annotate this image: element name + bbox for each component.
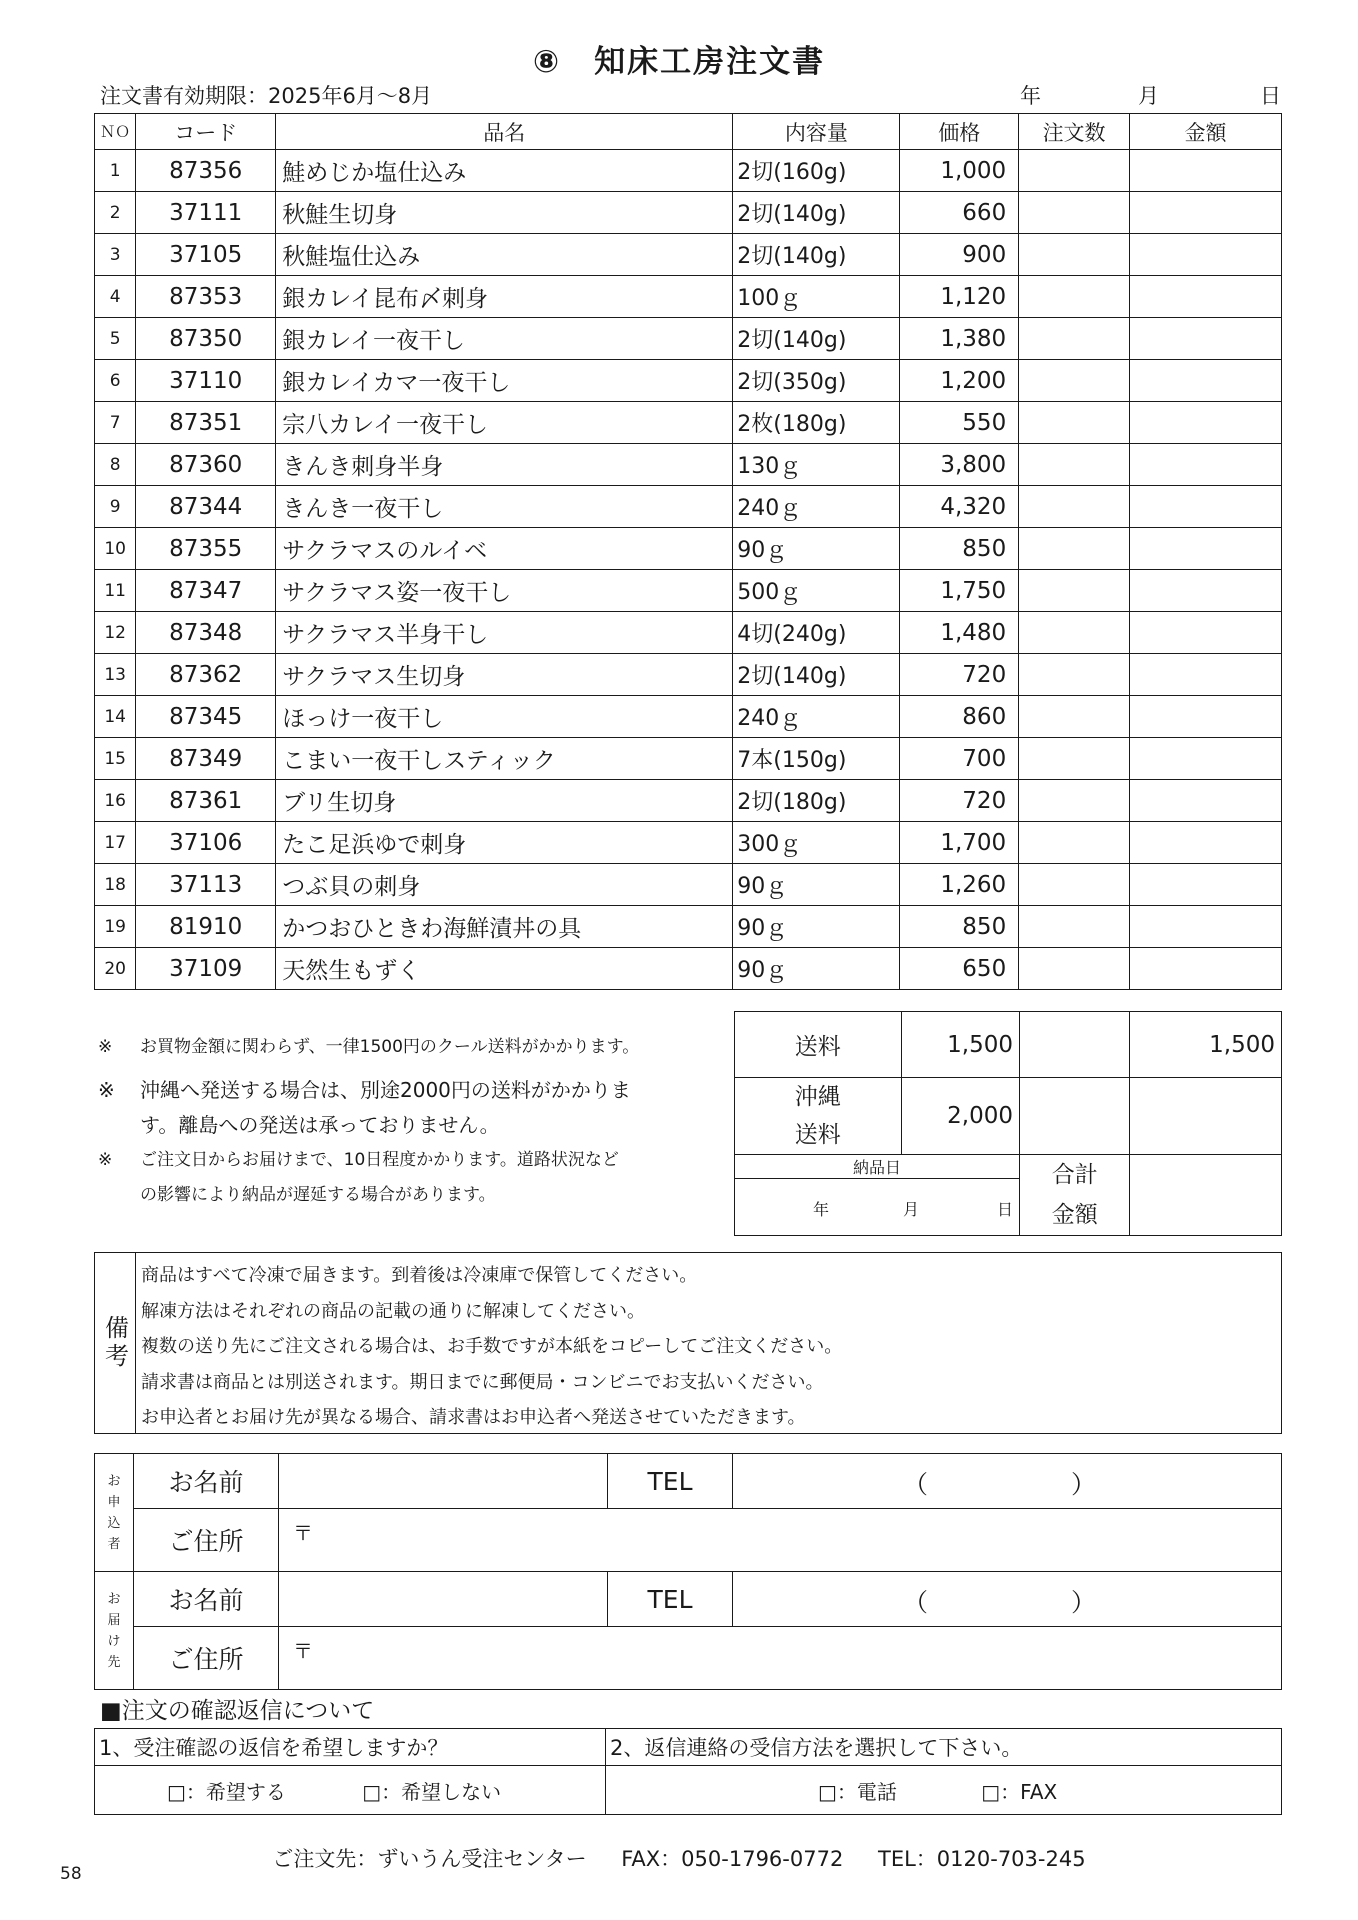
row-no: 7 [95, 402, 136, 444]
row-price: 1,120 [900, 276, 1019, 318]
row-code: 87349 [136, 738, 276, 780]
row-price: 1,380 [900, 318, 1019, 360]
row-volume: 300ｇ [733, 822, 900, 864]
row-no: 5 [95, 318, 136, 360]
confirm-question-2: 2、返信連絡の受信方法を選択して下さい。 [606, 1729, 1282, 1766]
row-amount-cell[interactable] [1129, 318, 1281, 360]
row-price: 1,200 [900, 360, 1019, 402]
applicant-label-char: お [107, 1473, 121, 1489]
row-volume: 2切(140g) [733, 318, 900, 360]
applicant-section-label [95, 1454, 134, 1572]
row-qty-cell[interactable] [1019, 444, 1130, 486]
checkbox-fax[interactable]: □：FAX [981, 1779, 1058, 1804]
row-qty-cell[interactable] [1019, 528, 1130, 570]
row-volume: 2切(140g) [733, 192, 900, 234]
confirm-options-2 [606, 1766, 1282, 1815]
row-qty-cell[interactable] [1019, 192, 1130, 234]
row-qty-cell[interactable] [1019, 864, 1130, 906]
row-name: かつおひときわ海鮮漬丼の具 [276, 906, 733, 948]
row-qty-cell[interactable] [1019, 570, 1130, 612]
row-name: 秋鮭塩仕込み [276, 234, 733, 276]
confirm-heading: ■注文の確認返信について [100, 1698, 375, 1724]
row-volume: 2切(140g) [733, 234, 900, 276]
row-price: 850 [900, 906, 1019, 948]
note-text: の影響により納品が遅延する場合があります。 [140, 1185, 496, 1205]
note-text: す。離島への発送は承っておりません。 [140, 1113, 500, 1137]
table-row [95, 528, 1282, 570]
order-date-year: 年 [1020, 84, 1041, 108]
applicant-name-label: お名前 [134, 1454, 279, 1509]
row-code: 87345 [136, 696, 276, 738]
row-code: 87351 [136, 402, 276, 444]
order-items-table [94, 113, 1282, 990]
remarks-line: 複数の送り先にご注文される場合は、お手数ですが本紙をコピーしてご注文ください。 [141, 1336, 843, 1357]
row-name: サクラマス姿一夜干し [276, 570, 733, 612]
row-volume: 240ｇ [733, 696, 900, 738]
row-code: 87361 [136, 780, 276, 822]
row-price: 860 [900, 696, 1019, 738]
recipient-name-row [95, 1572, 1282, 1627]
row-name: ブリ生切身 [276, 780, 733, 822]
note-text: 沖縄へ発送する場合は、別途2000円の送料がかかりま [140, 1078, 631, 1102]
row-volume: 2切(350g) [733, 360, 900, 402]
customer-table [94, 1453, 1282, 1690]
row-volume: 7本(150g) [733, 738, 900, 780]
row-name: きんき刺身半身 [276, 444, 733, 486]
table-row [95, 234, 1282, 276]
shipping-row [735, 1012, 1282, 1078]
header-amount: 金額 [1129, 114, 1281, 150]
table-row [95, 150, 1282, 192]
table-row [95, 360, 1282, 402]
row-volume: 100ｇ [733, 276, 900, 318]
checkbox-phone[interactable]: □：電話 [818, 1779, 897, 1804]
recipient-label-char: け [107, 1633, 121, 1649]
remarks-label: 備考 [95, 1253, 136, 1433]
row-no: 8 [95, 444, 136, 486]
header-code: コード [136, 114, 276, 150]
table-row [95, 696, 1282, 738]
order-date-day: 日 [1260, 84, 1281, 108]
table-row [95, 192, 1282, 234]
row-qty-cell[interactable] [1019, 402, 1130, 444]
row-name: つぶ貝の刺身 [276, 864, 733, 906]
row-qty-cell[interactable] [1019, 780, 1130, 822]
row-qty-cell[interactable] [1019, 822, 1130, 864]
row-no: 19 [95, 906, 136, 948]
row-volume: 240ｇ [733, 486, 900, 528]
row-code: 37106 [136, 822, 276, 864]
order-center: ご注文先：ずいうん受注センター [272, 1847, 587, 1871]
row-code: 87347 [136, 570, 276, 612]
applicant-name-row [95, 1454, 1282, 1509]
row-name: ほっけ一夜干し [276, 696, 733, 738]
row-name: 銀カレイ昆布〆刺身 [276, 276, 733, 318]
row-price: 4,320 [900, 486, 1019, 528]
row-code: 87356 [136, 150, 276, 192]
row-name: サクラマス半身干し [276, 612, 733, 654]
row-volume: 2切(180g) [733, 780, 900, 822]
row-no: 15 [95, 738, 136, 780]
okinawa-label-line: 送料 [794, 1122, 841, 1148]
remarks-line: 商品はすべて冷凍で届きます。到着後は冷凍庫で保管してください。 [141, 1265, 698, 1286]
table-row [95, 612, 1282, 654]
delivery-year: 年 [813, 1200, 830, 1219]
row-code: 81910 [136, 906, 276, 948]
row-name: 銀カレイ一夜干し [276, 318, 733, 360]
table-row [95, 822, 1282, 864]
recipient-label-char: お [107, 1591, 121, 1607]
row-code: 37113 [136, 864, 276, 906]
row-name: 秋鮭生切身 [276, 192, 733, 234]
row-qty-cell[interactable] [1019, 654, 1130, 696]
applicant-tel-label: TEL [608, 1454, 733, 1509]
row-code: 37105 [136, 234, 276, 276]
shipping-notes [98, 1030, 728, 1213]
okinawa-label-line: 沖縄 [794, 1084, 841, 1110]
applicant-address-label: ご住所 [134, 1509, 279, 1572]
row-qty-cell[interactable] [1019, 612, 1130, 654]
postal-mark: 〒 [293, 1521, 313, 1545]
row-no: 2 [95, 192, 136, 234]
row-volume: 90ｇ [733, 528, 900, 570]
table-row [95, 780, 1282, 822]
order-date-month: 月 [1138, 84, 1159, 108]
row-code: 87344 [136, 486, 276, 528]
row-name: 天然生もずく [276, 948, 733, 990]
row-name: 宗八カレイ一夜干し [276, 402, 733, 444]
row-amount-cell[interactable] [1129, 948, 1281, 990]
header-name: 品名 [276, 114, 733, 150]
confirm-options-1 [95, 1766, 606, 1815]
row-code: 87355 [136, 528, 276, 570]
row-qty-cell[interactable] [1019, 234, 1130, 276]
row-volume: 90ｇ [733, 864, 900, 906]
row-amount-cell[interactable] [1129, 864, 1281, 906]
remarks-line: お申込者とお届け先が異なる場合、請求書はお申込者へ発送させていただきます。 [141, 1407, 806, 1428]
row-volume: 2切(140g) [733, 654, 900, 696]
remarks-box [94, 1252, 1282, 1434]
row-amount-cell[interactable] [1129, 738, 1281, 780]
row-price: 1,000 [900, 150, 1019, 192]
row-volume: 500ｇ [733, 570, 900, 612]
row-qty-cell[interactable] [1019, 738, 1130, 780]
row-price: 1,750 [900, 570, 1019, 612]
row-no: 6 [95, 360, 136, 402]
row-amount-cell[interactable] [1129, 570, 1281, 612]
row-no: 16 [95, 780, 136, 822]
table-row [95, 318, 1282, 360]
row-volume: 130ｇ [733, 444, 900, 486]
row-no: 3 [95, 234, 136, 276]
row-amount-cell[interactable] [1129, 612, 1281, 654]
row-amount-cell[interactable] [1129, 486, 1281, 528]
row-price: 720 [900, 780, 1019, 822]
row-code: 37111 [136, 192, 276, 234]
delivery-month: 月 [903, 1200, 920, 1219]
checkbox-want-reply[interactable]: □：希望する [167, 1779, 286, 1804]
row-volume: 90ｇ [733, 948, 900, 990]
row-price: 650 [900, 948, 1019, 990]
note-text: ご注文日からお届けまで、10日程度かかります。道路状況など [140, 1150, 619, 1170]
table-row [95, 864, 1282, 906]
row-volume: 2枚(180g) [733, 402, 900, 444]
table-row [95, 402, 1282, 444]
row-amount-cell[interactable] [1129, 234, 1281, 276]
row-qty-cell[interactable] [1019, 360, 1130, 402]
row-no: 10 [95, 528, 136, 570]
row-price: 660 [900, 192, 1019, 234]
header-qty: 注文数 [1019, 114, 1130, 150]
remarks-line: 解凍方法はそれぞれの商品の記載の通りに解凍してください。 [141, 1300, 645, 1322]
row-no: 17 [95, 822, 136, 864]
recipient-tel-field[interactable] [733, 1572, 1282, 1627]
row-price: 720 [900, 654, 1019, 696]
row-amount-cell[interactable] [1129, 444, 1281, 486]
row-qty-cell[interactable] [1019, 906, 1130, 948]
okinawa-row [735, 1078, 1282, 1155]
row-code: 87360 [136, 444, 276, 486]
okinawa-price: 2,000 [901, 1078, 1019, 1155]
confirm-question-1: 1、受注確認の返信を希望しますか？ [95, 1729, 606, 1766]
delivery-row [735, 1155, 1282, 1179]
row-code: 87353 [136, 276, 276, 318]
row-price: 700 [900, 738, 1019, 780]
note-mark: ※ [98, 1150, 113, 1170]
table-header-row [95, 114, 1282, 150]
table-row [95, 570, 1282, 612]
applicant-label-char: 者 [107, 1536, 121, 1552]
row-qty-cell[interactable] [1019, 276, 1130, 318]
row-volume: 90ｇ [733, 906, 900, 948]
header-price: 価格 [900, 114, 1019, 150]
paren-close: ） [1071, 1588, 1097, 1617]
delivery-date-field[interactable] [735, 1179, 1020, 1236]
row-no: 18 [95, 864, 136, 906]
remarks-line: 請求書は商品とは別送されます。期日までに郵便局・コンビニでお支払いください。 [141, 1371, 824, 1393]
row-price: 850 [900, 528, 1019, 570]
row-amount-cell[interactable] [1129, 696, 1281, 738]
row-amount-cell[interactable] [1129, 192, 1281, 234]
recipient-address-row [95, 1627, 1282, 1690]
order-contact-footer [0, 1843, 1358, 1873]
confirm-options-row [95, 1766, 1282, 1815]
table-row [95, 444, 1282, 486]
row-name: 鮭めじか塩仕込み [276, 150, 733, 192]
applicant-tel-field[interactable] [733, 1454, 1282, 1509]
note-item [98, 1030, 728, 1065]
tel-number: TEL：0120-703-245 [878, 1847, 1086, 1871]
row-price: 3,800 [900, 444, 1019, 486]
row-no: 1 [95, 150, 136, 192]
total-amount-cell[interactable] [1130, 1155, 1282, 1236]
applicant-address-field[interactable] [279, 1509, 1282, 1572]
recipient-address-label: ご住所 [134, 1627, 279, 1690]
shipping-label: 送料 [735, 1012, 902, 1078]
row-amount-cell[interactable] [1129, 150, 1281, 192]
confirm-question-row [95, 1729, 1282, 1766]
shipping-qty-cell[interactable] [1020, 1012, 1130, 1078]
summary-table [734, 1011, 1282, 1236]
row-price: 1,700 [900, 822, 1019, 864]
paren-open: （ [903, 1470, 929, 1499]
row-amount-cell[interactable] [1129, 360, 1281, 402]
applicant-address-row [95, 1509, 1282, 1572]
row-no: 14 [95, 696, 136, 738]
total-label [1020, 1155, 1130, 1236]
recipient-section-label [95, 1572, 134, 1690]
row-no: 11 [95, 570, 136, 612]
row-code: 37110 [136, 360, 276, 402]
row-name: たこ足浜ゆで刺身 [276, 822, 733, 864]
delivery-day: 日 [997, 1200, 1014, 1219]
note-item [98, 1073, 728, 1143]
row-no: 9 [95, 486, 136, 528]
row-name: サクラマスのルイベ [276, 528, 733, 570]
shipping-amount: 1,500 [1130, 1012, 1282, 1078]
row-code: 87362 [136, 654, 276, 696]
row-qty-cell[interactable] [1019, 318, 1130, 360]
row-price: 900 [900, 234, 1019, 276]
row-code: 37109 [136, 948, 276, 990]
row-qty-cell[interactable] [1019, 486, 1130, 528]
validity-period: 注文書有効期限：2025年6月～8月 [100, 84, 433, 108]
total-label-line: 合計 [1051, 1162, 1098, 1188]
note-item [98, 1143, 728, 1213]
row-no: 13 [95, 654, 136, 696]
shipping-price: 1,500 [901, 1012, 1019, 1078]
row-name: こまい一夜干しスティック [276, 738, 733, 780]
paren-open: （ [903, 1588, 929, 1617]
okinawa-qty-cell[interactable] [1020, 1078, 1130, 1155]
applicant-name-field[interactable] [279, 1454, 608, 1509]
row-qty-cell[interactable] [1019, 696, 1130, 738]
row-no: 12 [95, 612, 136, 654]
row-amount-cell[interactable] [1129, 276, 1281, 318]
applicant-label-char: 申 [107, 1494, 121, 1510]
recipient-name-label: お名前 [134, 1572, 279, 1627]
recipient-label-char: 先 [107, 1654, 121, 1670]
okinawa-label [735, 1078, 902, 1155]
delivery-date-label: 納品日 [735, 1155, 1020, 1179]
row-name: 銀カレイカマ一夜干し [276, 360, 733, 402]
row-amount-cell[interactable] [1129, 654, 1281, 696]
okinawa-amount-cell[interactable] [1130, 1078, 1282, 1155]
table-row [95, 654, 1282, 696]
paren-close: ） [1071, 1470, 1097, 1499]
table-row [95, 276, 1282, 318]
row-amount-cell[interactable] [1129, 780, 1281, 822]
row-volume: 2切(160g) [733, 150, 900, 192]
row-amount-cell[interactable] [1129, 402, 1281, 444]
row-price: 1,480 [900, 612, 1019, 654]
row-volume: 4切(240g) [733, 612, 900, 654]
header-no: ＮＯ [95, 114, 136, 150]
row-amount-cell[interactable] [1129, 822, 1281, 864]
table-row [95, 486, 1282, 528]
row-no: 20 [95, 948, 136, 990]
note-text: お買物金額に関わらず、一律1500円のクール送料がかかります。 [140, 1037, 640, 1057]
note-mark: ※ [98, 1078, 115, 1102]
total-label-line: 金額 [1051, 1202, 1098, 1228]
row-amount-cell[interactable] [1129, 528, 1281, 570]
row-price: 1,260 [900, 864, 1019, 906]
row-name: サクラマス生切身 [276, 654, 733, 696]
row-code: 87350 [136, 318, 276, 360]
table-row [95, 948, 1282, 990]
row-no: 4 [95, 276, 136, 318]
fax-number: FAX：050-1796-0772 [621, 1847, 844, 1871]
recipient-name-field[interactable] [279, 1572, 608, 1627]
recipient-tel-label: TEL [608, 1572, 733, 1627]
recipient-address-field[interactable] [279, 1627, 1282, 1690]
row-price: 550 [900, 402, 1019, 444]
page-title: ⑧ 知床工房注文書 [532, 44, 826, 80]
recipient-label-char: 届 [107, 1612, 121, 1628]
row-code: 87348 [136, 612, 276, 654]
row-name: きんき一夜干し [276, 486, 733, 528]
table-row [95, 906, 1282, 948]
remarks-lines [141, 1258, 842, 1436]
row-amount-cell[interactable] [1129, 906, 1281, 948]
header-volume: 内容量 [733, 114, 900, 150]
row-qty-cell[interactable] [1019, 948, 1130, 990]
applicant-label-char: 込 [107, 1515, 121, 1531]
confirm-table [94, 1728, 1282, 1815]
postal-mark: 〒 [293, 1639, 313, 1663]
page-number: 58 [60, 1864, 82, 1884]
note-mark: ※ [98, 1037, 113, 1057]
table-row [95, 738, 1282, 780]
row-qty-cell[interactable] [1019, 150, 1130, 192]
checkbox-no-reply[interactable]: □：希望しない [362, 1779, 502, 1804]
